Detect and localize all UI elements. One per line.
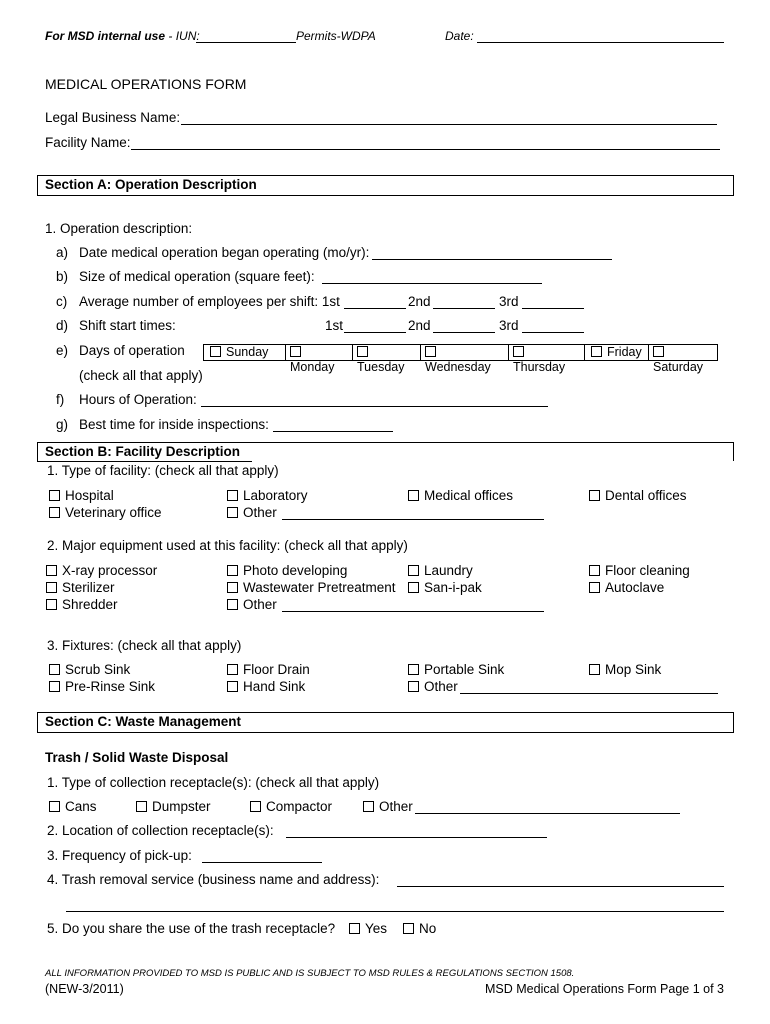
item-d-letter: d) (56, 318, 69, 333)
equipment-sterilizer[interactable]: Sterilizer (46, 580, 115, 595)
checkbox-icon[interactable] (589, 490, 600, 501)
checkbox-icon[interactable] (227, 664, 238, 675)
checkbox-icon[interactable] (46, 599, 57, 610)
equipment-autoclave[interactable]: Autoclave (589, 580, 664, 595)
inspection-time-label: Best time for inside inspections: (79, 417, 269, 432)
equipment-shredder[interactable]: Shredder (46, 597, 118, 612)
checkbox-icon[interactable] (653, 346, 664, 357)
checkbox-icon[interactable] (227, 599, 238, 610)
section-a-header (37, 175, 734, 196)
shift-3rd-field[interactable] (522, 332, 584, 333)
checkbox-icon[interactable] (408, 681, 419, 692)
item-a-letter: a) (56, 245, 69, 260)
checkbox-icon[interactable] (227, 490, 238, 501)
receptacle-type-question: 1. Type of collection receptacle(s): (check all that apply) (47, 775, 380, 790)
shift-2nd-field[interactable] (433, 332, 495, 333)
checkbox-icon[interactable] (227, 582, 238, 593)
date-began-field[interactable] (372, 259, 612, 260)
checkbox-icon[interactable] (227, 565, 238, 576)
checkbox-icon[interactable] (49, 490, 60, 501)
equipment-other[interactable]: Other (227, 597, 277, 612)
day-thursday[interactable]: Thursday (509, 345, 585, 360)
inspection-time-field[interactable] (273, 431, 393, 432)
section-b-title: Section B: Facility Description (45, 444, 241, 459)
public-info-notice: ALL INFORMATION PROVIDED TO MSD IS PUBLIC AND IS SUBJECT TO MSD RULES & REGULATIONS SECTION 1508. (45, 968, 575, 979)
checkbox-icon[interactable] (49, 681, 60, 692)
page-number: MSD Medical Operations Form Page 1 of 3 (485, 982, 724, 996)
trash-service-field-line-2[interactable] (66, 911, 724, 912)
date-label: Date: (445, 29, 474, 43)
employees-2nd-label: 2nd (408, 294, 431, 309)
hours-label: Hours of Operation: (79, 392, 197, 407)
share-yes-option[interactable]: Yes (349, 921, 387, 936)
date-began-label: Date medical operation began operating (mo/yr): (79, 245, 370, 260)
fixture-scrub-sink[interactable]: Scrub Sink (49, 662, 130, 677)
shift-start-label: Shift start times: (79, 318, 176, 333)
legal-business-name-field[interactable] (181, 124, 717, 125)
section-b-underline (37, 461, 252, 462)
permits-label: Permits-WDPA (296, 29, 376, 43)
equipment-photo[interactable]: Photo developing (227, 563, 347, 578)
checkbox-icon[interactable] (136, 801, 147, 812)
day-monday[interactable]: Monday (286, 345, 353, 360)
checkbox-icon[interactable] (591, 346, 602, 357)
checkbox-icon[interactable] (349, 923, 360, 934)
iun-field[interactable] (196, 42, 296, 43)
equipment-question: 2. Major equipment used at this facility: (check all that apply) (47, 538, 408, 553)
checkbox-icon[interactable] (227, 507, 238, 518)
facility-veterinary-office[interactable]: Veterinary office (49, 505, 162, 520)
date-field[interactable] (477, 42, 724, 43)
checkbox-icon[interactable] (403, 923, 414, 934)
checkbox-icon[interactable] (46, 565, 57, 576)
checkbox-icon[interactable] (408, 565, 419, 576)
days-check-note: (check all that apply) (79, 368, 203, 383)
day-sunday[interactable]: Sunday (204, 345, 286, 360)
facility-other-field[interactable] (282, 519, 544, 520)
checkbox-icon[interactable] (227, 681, 238, 692)
equipment-other-field[interactable] (282, 611, 544, 612)
day-wednesday[interactable]: Wednesday (421, 345, 509, 360)
checkbox-icon[interactable] (589, 664, 600, 675)
employees-label: Average number of employees per shift: 1st (79, 294, 340, 309)
days-of-operation-label: Days of operation (79, 343, 185, 358)
fixture-other[interactable]: Other (408, 679, 458, 694)
employees-2nd-field[interactable] (433, 308, 495, 309)
equipment-wastewater[interactable]: Wastewater Pretreatment (227, 580, 396, 595)
share-receptacle-question: 5. Do you share the use of the trash receptacle? (47, 921, 336, 936)
fixture-pre-rinse-sink[interactable]: Pre-Rinse Sink (49, 679, 155, 694)
fixture-floor-drain[interactable]: Floor Drain (227, 662, 310, 677)
receptacle-location-question: 2. Location of collection receptacle(s): (47, 823, 274, 838)
checkbox-icon[interactable] (357, 346, 368, 357)
internal-use-header (45, 29, 200, 43)
shift-3rd-label: 3rd (499, 318, 519, 333)
size-label: Size of medical operation (square feet): (79, 269, 315, 284)
form-version: (NEW-3/2011) (45, 982, 124, 996)
checkbox-icon[interactable] (408, 582, 419, 593)
section-c-header (37, 712, 734, 733)
receptacle-compactor[interactable]: Compactor (250, 799, 332, 814)
day-friday[interactable]: Friday (585, 345, 649, 360)
shift-2nd-label: 2nd (408, 318, 431, 333)
checkbox-icon[interactable] (408, 664, 419, 675)
fixtures-question: 3. Fixtures: (check all that apply) (47, 638, 242, 653)
trash-disposal-subtitle: Trash / Solid Waste Disposal (45, 750, 229, 765)
facility-hospital[interactable]: Hospital (49, 488, 114, 503)
equipment-san-i-pak[interactable]: San-i-pak (408, 580, 482, 595)
receptacle-dumpster[interactable]: Dumpster (136, 799, 211, 814)
item-f-letter: f) (56, 392, 65, 407)
checkbox-icon[interactable] (49, 664, 60, 675)
item-g-letter: g) (56, 417, 69, 432)
facility-medical-offices[interactable]: Medical offices (408, 488, 513, 503)
facility-type-question: 1. Type of facility: (check all that apply) (47, 463, 279, 478)
receptacle-cans[interactable]: Cans (49, 799, 97, 814)
trash-service-field[interactable] (397, 886, 724, 887)
day-saturday[interactable]: Saturday (649, 345, 717, 360)
size-field[interactable] (322, 283, 542, 284)
checkbox-icon[interactable] (250, 801, 261, 812)
days-of-operation-table (203, 344, 718, 374)
pickup-frequency-field[interactable] (202, 862, 322, 863)
checkbox-icon[interactable] (49, 801, 60, 812)
item-b-letter: b) (56, 269, 69, 284)
equipment-laundry[interactable]: Laundry (408, 563, 473, 578)
facility-dental-offices[interactable]: Dental offices (589, 488, 687, 503)
checkbox-icon[interactable] (49, 507, 60, 518)
section-a-title: Section A: Operation Description (45, 177, 257, 192)
checkbox-icon[interactable] (408, 490, 419, 501)
fixture-mop-sink[interactable]: Mop Sink (589, 662, 661, 677)
hours-field[interactable] (201, 406, 548, 407)
receptacle-other[interactable]: Other (363, 799, 413, 814)
day-tuesday[interactable]: Tuesday (353, 345, 421, 360)
section-c-title: Section C: Waste Management (45, 714, 242, 729)
checkbox-icon[interactable] (513, 346, 524, 357)
facility-other[interactable]: Other (227, 505, 277, 520)
checkbox-icon[interactable] (589, 565, 600, 576)
checkbox-icon[interactable] (589, 582, 600, 593)
fixture-portable-sink[interactable]: Portable Sink (408, 662, 504, 677)
receptacle-location-field[interactable] (286, 837, 547, 838)
checkbox-icon[interactable] (290, 346, 301, 357)
facility-name-field[interactable] (131, 149, 720, 150)
equipment-xray[interactable]: X-ray processor (46, 563, 157, 578)
operation-description-question: 1. Operation description: (45, 221, 193, 236)
equipment-floor-cleaning[interactable]: Floor cleaning (589, 563, 690, 578)
internal-use-label: For MSD internal use (45, 29, 166, 43)
receptacle-other-field[interactable] (415, 813, 680, 814)
facility-name-label: Facility Name: (45, 135, 131, 150)
checkbox-icon[interactable] (46, 582, 57, 593)
shift-1st-label: 1st (325, 318, 344, 333)
employees-3rd-field[interactable] (522, 308, 584, 309)
pickup-frequency-question: 3. Frequency of pick-up: (47, 848, 192, 863)
shift-1st-field[interactable] (344, 332, 406, 333)
employees-1st-field[interactable] (344, 308, 406, 309)
checkbox-icon[interactable] (425, 346, 436, 357)
checkbox-icon[interactable] (363, 801, 374, 812)
legal-business-name-label: Legal Business Name: (45, 110, 181, 125)
item-e-letter: e) (56, 343, 69, 358)
facility-laboratory[interactable]: Laboratory (227, 488, 308, 503)
share-no-option[interactable]: No (403, 921, 436, 936)
iun-label: - IUN: (168, 29, 200, 43)
fixture-hand-sink[interactable]: Hand Sink (227, 679, 305, 694)
page-title: MEDICAL OPERATIONS FORM (45, 76, 247, 92)
fixture-other-field[interactable] (460, 693, 718, 694)
employees-3rd-label: 3rd (499, 294, 519, 309)
section-b-header (37, 442, 734, 461)
item-c-letter: c) (56, 294, 68, 309)
trash-service-question: 4. Trash removal service (business name and address): (47, 872, 380, 887)
checkbox-icon[interactable] (210, 346, 221, 357)
